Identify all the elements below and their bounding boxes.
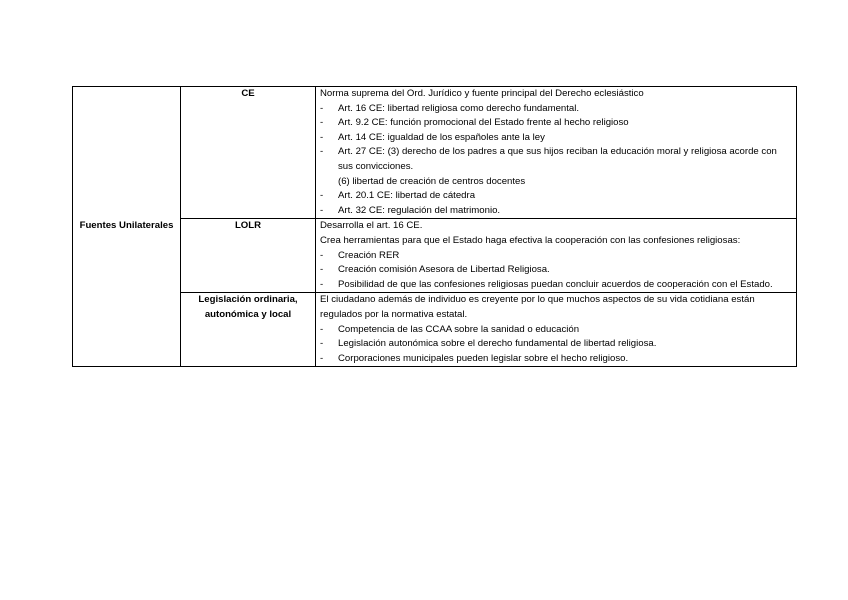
list-item-text: Competencia de las CCAA sobre la sanidad o educación [338, 323, 580, 335]
list-item-text: Art. 16 CE: libertad religiosa como derecho fundamental. [338, 102, 580, 114]
list-item [320, 337, 792, 352]
table-row-legislacion [73, 293, 797, 367]
ce-intro: Norma suprema del Ord. Jurídico y fuente principal del Derecho eclesiástico [320, 88, 644, 99]
legislacion-items-list [320, 323, 792, 367]
lolr-intro-1: Desarrolla el art. 16 CE. [320, 220, 423, 232]
row-group-label: Fuentes Unilaterales [79, 220, 174, 232]
dash-marker: - [320, 249, 324, 261]
dash-marker: - [320, 102, 324, 114]
list-item [320, 263, 792, 278]
list-item [320, 116, 792, 131]
source-desc-cell-ce [316, 87, 797, 219]
source-desc-cell-legislacion [316, 293, 797, 367]
dash-marker: - [320, 190, 324, 202]
list-item [320, 278, 792, 293]
source-label-cell-ce [181, 87, 316, 219]
list-item [320, 323, 792, 338]
list-item-text: Art. 20.1 CE: libertad de cátedra [338, 190, 476, 202]
list-item-text: Legislación autonómica sobre el derecho fundamental de libertad religiosa. [338, 338, 657, 350]
lolr-items-list [320, 249, 792, 293]
lolr-intro-2: Crea herramientas para que el Estado haga efectiva la cooperación con las confesiones religiosas: [320, 234, 741, 246]
dash-marker: - [320, 278, 324, 290]
table-row-lolr [73, 219, 797, 293]
dash-marker: - [320, 338, 324, 350]
dash-marker: - [320, 352, 324, 364]
source-desc-cell-lolr [316, 219, 797, 293]
list-item [320, 189, 792, 204]
list-item-text: Creación RER [338, 249, 400, 261]
source-label-legislacion: Legislación ordinaria, autonómica y local [198, 294, 298, 320]
source-label-ce: CE [241, 88, 255, 99]
table-row-ce [73, 87, 797, 219]
list-item-text: Creación comisión Asesora de Libertad Religiosa. [338, 264, 550, 276]
dash-marker: - [320, 204, 324, 216]
list-item [320, 249, 792, 264]
dash-marker: - [320, 323, 324, 335]
source-label-cell-legislacion [181, 293, 316, 367]
source-label-cell-lolr [181, 219, 316, 293]
list-item-text: Art. 14 CE: igualdad de los españoles ante la ley [338, 131, 545, 143]
list-item [320, 352, 792, 367]
list-item-text: Corporaciones municipales pueden legislar sobre el hecho religioso. [338, 352, 629, 364]
dash-marker: - [320, 264, 324, 276]
list-item-text: Posibilidad de que las confesiones religiosas puedan concluir acuerdos de cooperación con el Estado. [338, 278, 773, 290]
ce-items-list [320, 102, 792, 175]
source-label-lolr: LOLR [234, 220, 262, 232]
dash-marker: - [320, 146, 324, 158]
row-group-label-cell [73, 87, 181, 367]
list-item-text: Art. 9.2 CE: función promocional del Estado frente al hecho religioso [338, 117, 629, 129]
ce-items-list-continued [320, 189, 792, 218]
sources-table [72, 86, 797, 367]
dash-marker: - [320, 117, 324, 129]
ce-item4-extra: (6) libertad de creación de centros docentes [338, 175, 526, 187]
list-item [320, 102, 792, 117]
list-item-text: Art. 27 CE: (3) derecho de los padres a que sus hijos reciban la educación moral y religiosa acorde con sus convicciones. [338, 146, 777, 172]
dash-marker: - [320, 131, 324, 143]
legislacion-intro: El ciudadano además de individuo es creyente por lo que muchos aspectos de su vida cotidiana están regulados por la normativa estatal. [320, 294, 755, 320]
list-item [320, 131, 792, 146]
list-item-text: Art. 32 CE: regulación del matrimonio. [338, 204, 501, 216]
list-item [320, 204, 792, 219]
list-item [320, 145, 792, 174]
